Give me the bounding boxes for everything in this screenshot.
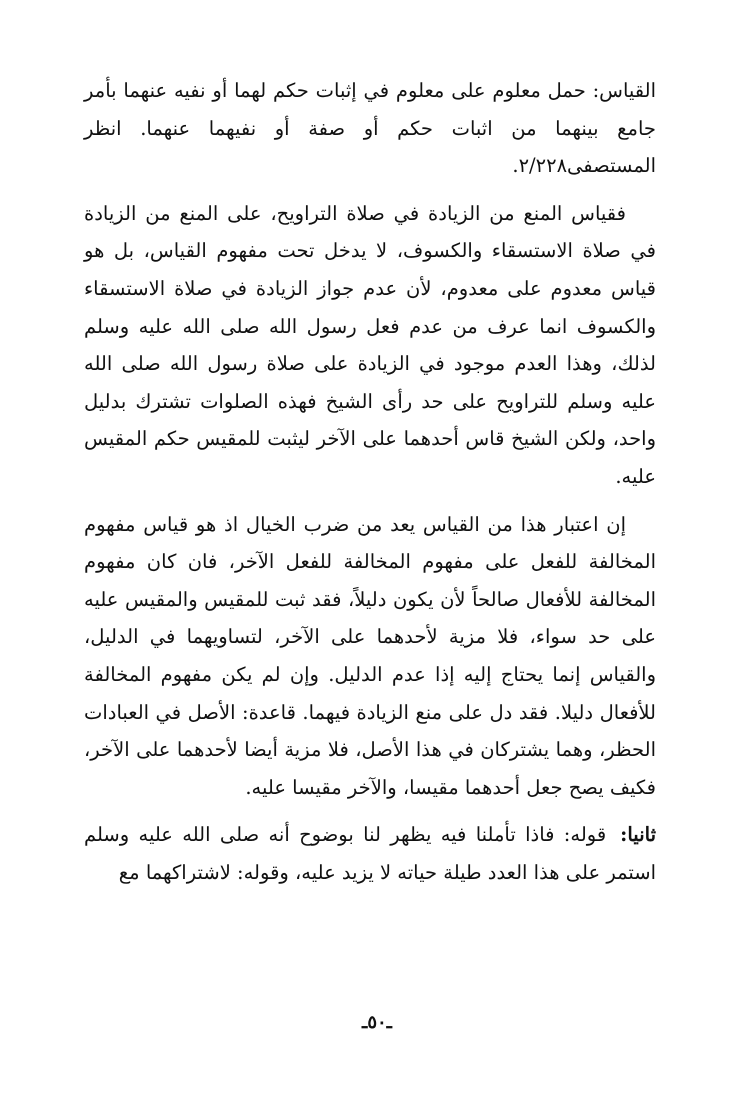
paragraph-text: فقياس المنع من الزيادة في صلاة التراويح، على المنع من الزيادة في صلاة الاستسقاء والكسوف، لا يدخل تحت مفهوم القياس، بل هو قياس معدوم على معدوم، لأن عدم جواز الزيادة في صلاة الاستسقاء والكسوف انما عرف من عدم فعل رسول الله صلى الله عليه وسلم لذلك، وهذا العدم موجود في الزيادة على صلاة رسول الله صلى الله عليه وسلم للتراويح على حد رأى الشيخ فهذه الصلوات تشترك بدليل واحد، ولكن الشيخ قاس أحدهما على الآخر ليثبت للمقيس حكم المقيس عليه. — [84, 201, 656, 488]
paragraph-lead-label: ثانيا: — [620, 823, 656, 847]
paragraph-text: القياس: حمل معلوم على معلوم في إثبات حكم لهما أو نفيه عنهما بأمر جامع بينهما من اثبات حكم أو صفة أو نفيهما عنهما. انظر المستصفى٢/٢٢٨. — [84, 79, 656, 178]
paragraph-text: إن اعتبار هذا من القياس يعد من ضرب الخيال اذ هو قياس مفهوم المخالفة للفعل على مفهوم المخالفة للفعل الآخر، فان كان مفهوم المخالفة للأفعال صالحاً لأن يكون دليلاً، فقد ثبت للمقيس والمقيس عليه على حد سواء، فلا مزية لأحدهما على الآخر، لتساويهما في الدليل، والقياس إنما يحتاج إليه إذا عدم الدليل. وإن لم يكن مفهوم المخالفة للأفعال دليلا. فقد دل على منع الزيادة فيهما. قاعدة: الأصل في العبادات الحظر، وهما يشتركان في هذا الأصل، فلا مزية أيضا لأحدهما على الآخر، فكيف يصح جعل أحدهما مقيسا، والآخر مقيسا عليه. — [84, 512, 656, 799]
page-body — [84, 72, 656, 891]
paragraph-text: قوله: فاذا تأملنا فيه يظهر لنا بوضوح أنه صلى الله عليه وسلم استمر على هذا العدد طيلة حياته لا يزيد عليه، وقوله: لاشتراكهما مع — [84, 823, 656, 884]
paragraph-thaniyan — [84, 816, 656, 891]
paragraph-mafhum-mukhalafa — [84, 506, 656, 807]
page-number: ـ٥٠ـ — [362, 1012, 392, 1033]
paragraph-tarawih-analogy — [84, 195, 656, 496]
paragraph-qiyas-definition — [84, 72, 656, 185]
